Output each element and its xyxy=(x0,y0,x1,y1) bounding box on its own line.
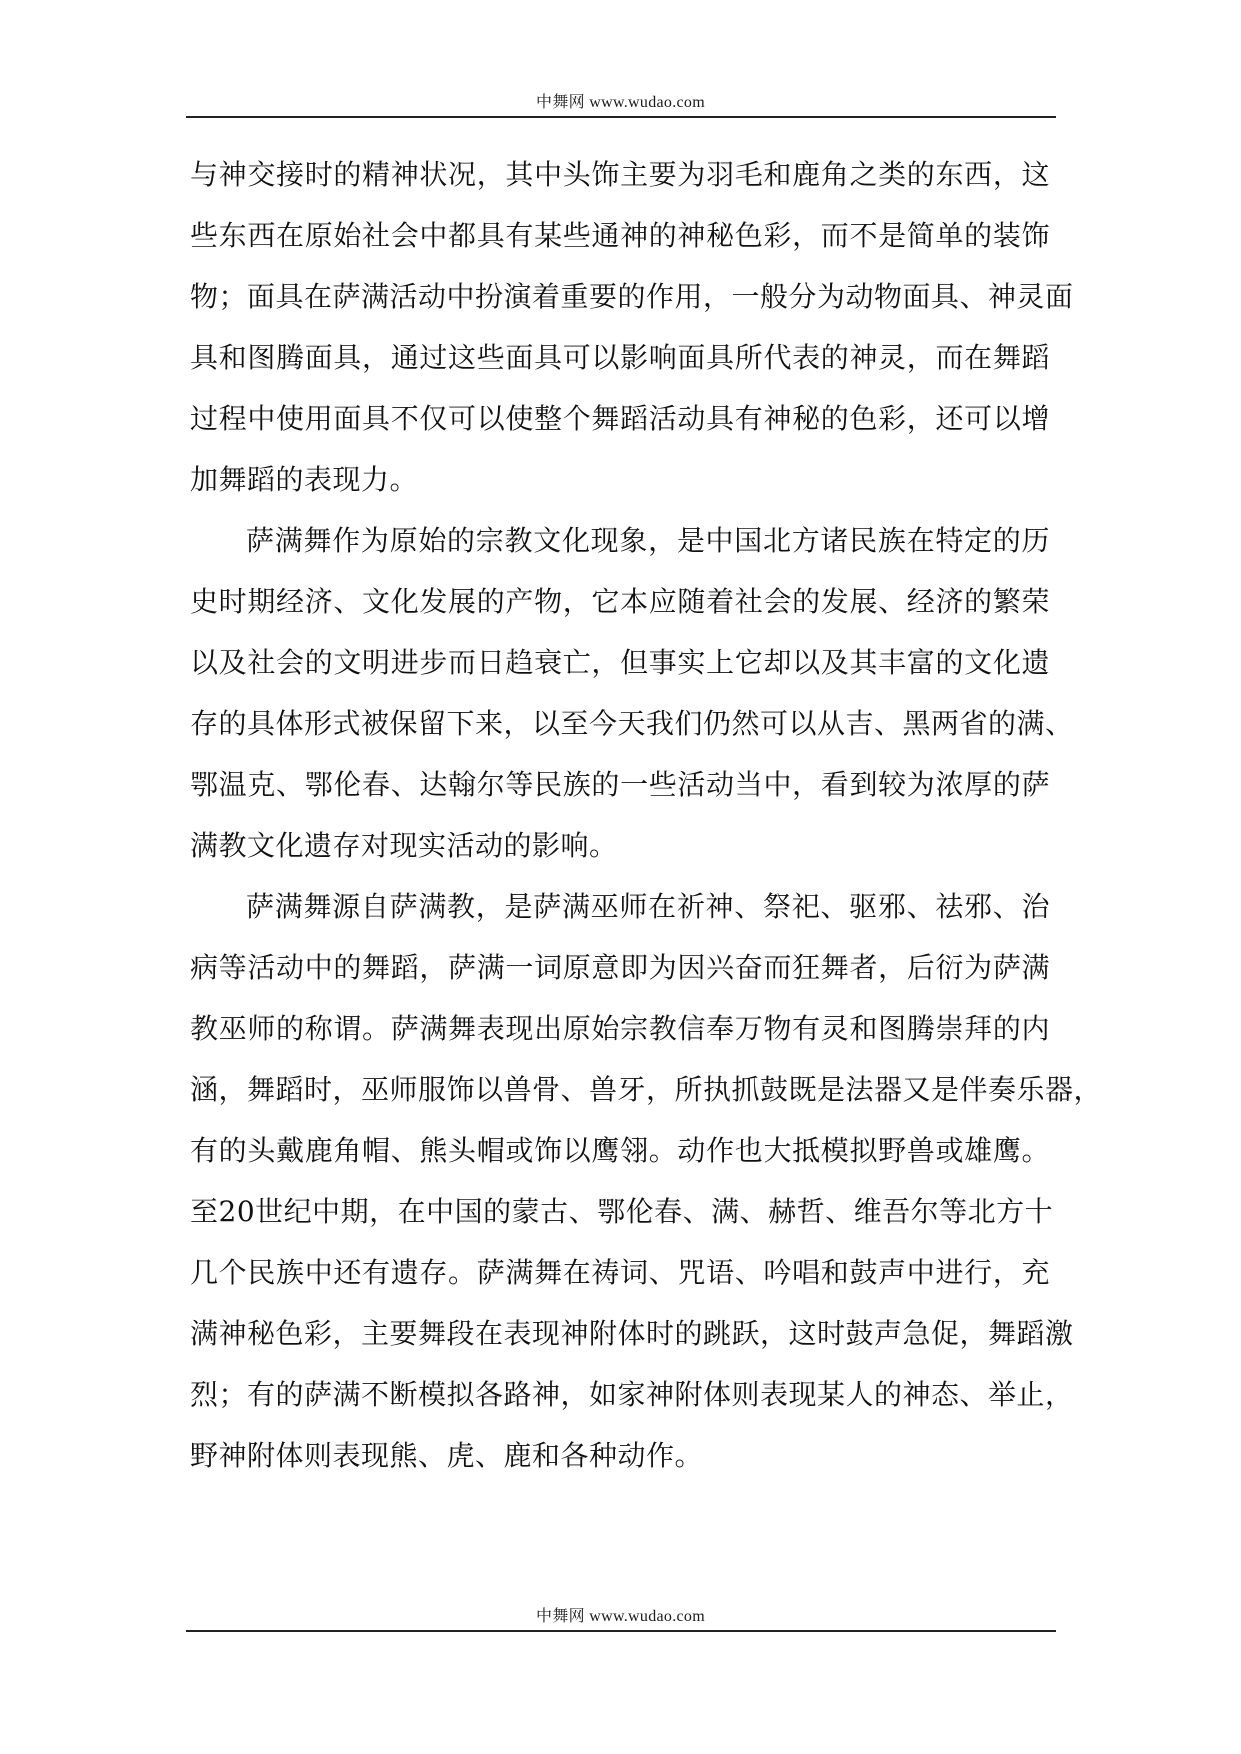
text-line: 涵，舞蹈时，巫师服饰以兽骨、兽牙，所执抓鼓既是法器又是伴奏乐器， xyxy=(190,1073,1103,1106)
text-line: 至20世纪中期，在中国的蒙古、鄂伦春、满、赫哲、维吾尔等北方十 xyxy=(190,1195,1054,1228)
text-line: 满神秘色彩，主要舞段在表现神附体时的跳跃，这时鼓声急促，舞蹈激 xyxy=(190,1317,1074,1350)
text-line: 史时期经济、文化发展的产物，它本应随着社会的发展、经济的繁荣 xyxy=(190,585,1050,618)
header-divider xyxy=(186,116,1056,118)
text-line: 具和图腾面具，通过这些面具可以影响面具所代表的神灵，而在舞蹈 xyxy=(190,341,1050,374)
text-line: 存的具体形式被保留下来，以至今天我们仍然可以从吉、黑两省的满、 xyxy=(190,707,1074,740)
text-line: 野神附体则表现熊、虎、鹿和各种动作。 xyxy=(190,1439,704,1472)
text-line: 满教文化遗存对现实活动的影响。 xyxy=(190,829,618,862)
text-line: 以及社会的文明进步而日趋衰亡，但事实上它却以及其丰富的文化遗 xyxy=(190,646,1050,679)
text-line: 烈；有的萨满不断模拟各路神，如家神附体则表现某人的神态、举止， xyxy=(190,1378,1074,1411)
text-line: 有的头戴鹿角帽、熊头帽或饰以鹰翎。动作也大抵模拟野兽或雄鹰。 xyxy=(190,1134,1050,1167)
text-line: 病等活动中的舞蹈，萨满一词原意即为因兴奋而狂舞者，后衍为萨满 xyxy=(190,951,1050,984)
paragraph-first-line: 萨满舞源自萨满教，是萨满巫师在祈神、祭祀、驱邪、祛邪、治 xyxy=(246,890,1050,923)
paragraph-first-line: 萨满舞作为原始的宗教文化现象，是中国北方诸民族在特定的历 xyxy=(246,524,1050,557)
text-line: 鄂温克、鄂伦春、达翰尔等民族的一些活动当中，看到较为浓厚的萨 xyxy=(190,768,1050,801)
text-line: 几个民族中还有遗存。萨满舞在祷词、咒语、吟唱和鼓声中进行，充 xyxy=(190,1256,1050,1289)
text-line: 过程中使用面具不仅可以使整个舞蹈活动具有神秘的色彩，还可以增 xyxy=(190,402,1050,435)
text-line: 加舞蹈的表现力。 xyxy=(190,463,419,496)
footer-divider xyxy=(186,1630,1056,1632)
text-line: 教巫师的称谓。萨满舞表现出原始宗教信奉万物有灵和图腾崇拜的内 xyxy=(190,1012,1050,1045)
text-line: 与神交接时的精神状况，其中头饰主要为羽毛和鹿角之类的东西，这 xyxy=(190,158,1050,191)
page-header: 中舞网 www.wudao.com xyxy=(536,94,705,111)
text-line: 物；面具在萨满活动中扮演着重要的作用，一般分为动物面具、神灵面 xyxy=(190,280,1074,313)
text-line: 些东西在原始社会中都具有某些通神的神秘色彩，而不是简单的装饰 xyxy=(190,219,1050,252)
page-footer: 中舞网 www.wudao.com xyxy=(536,1608,705,1625)
